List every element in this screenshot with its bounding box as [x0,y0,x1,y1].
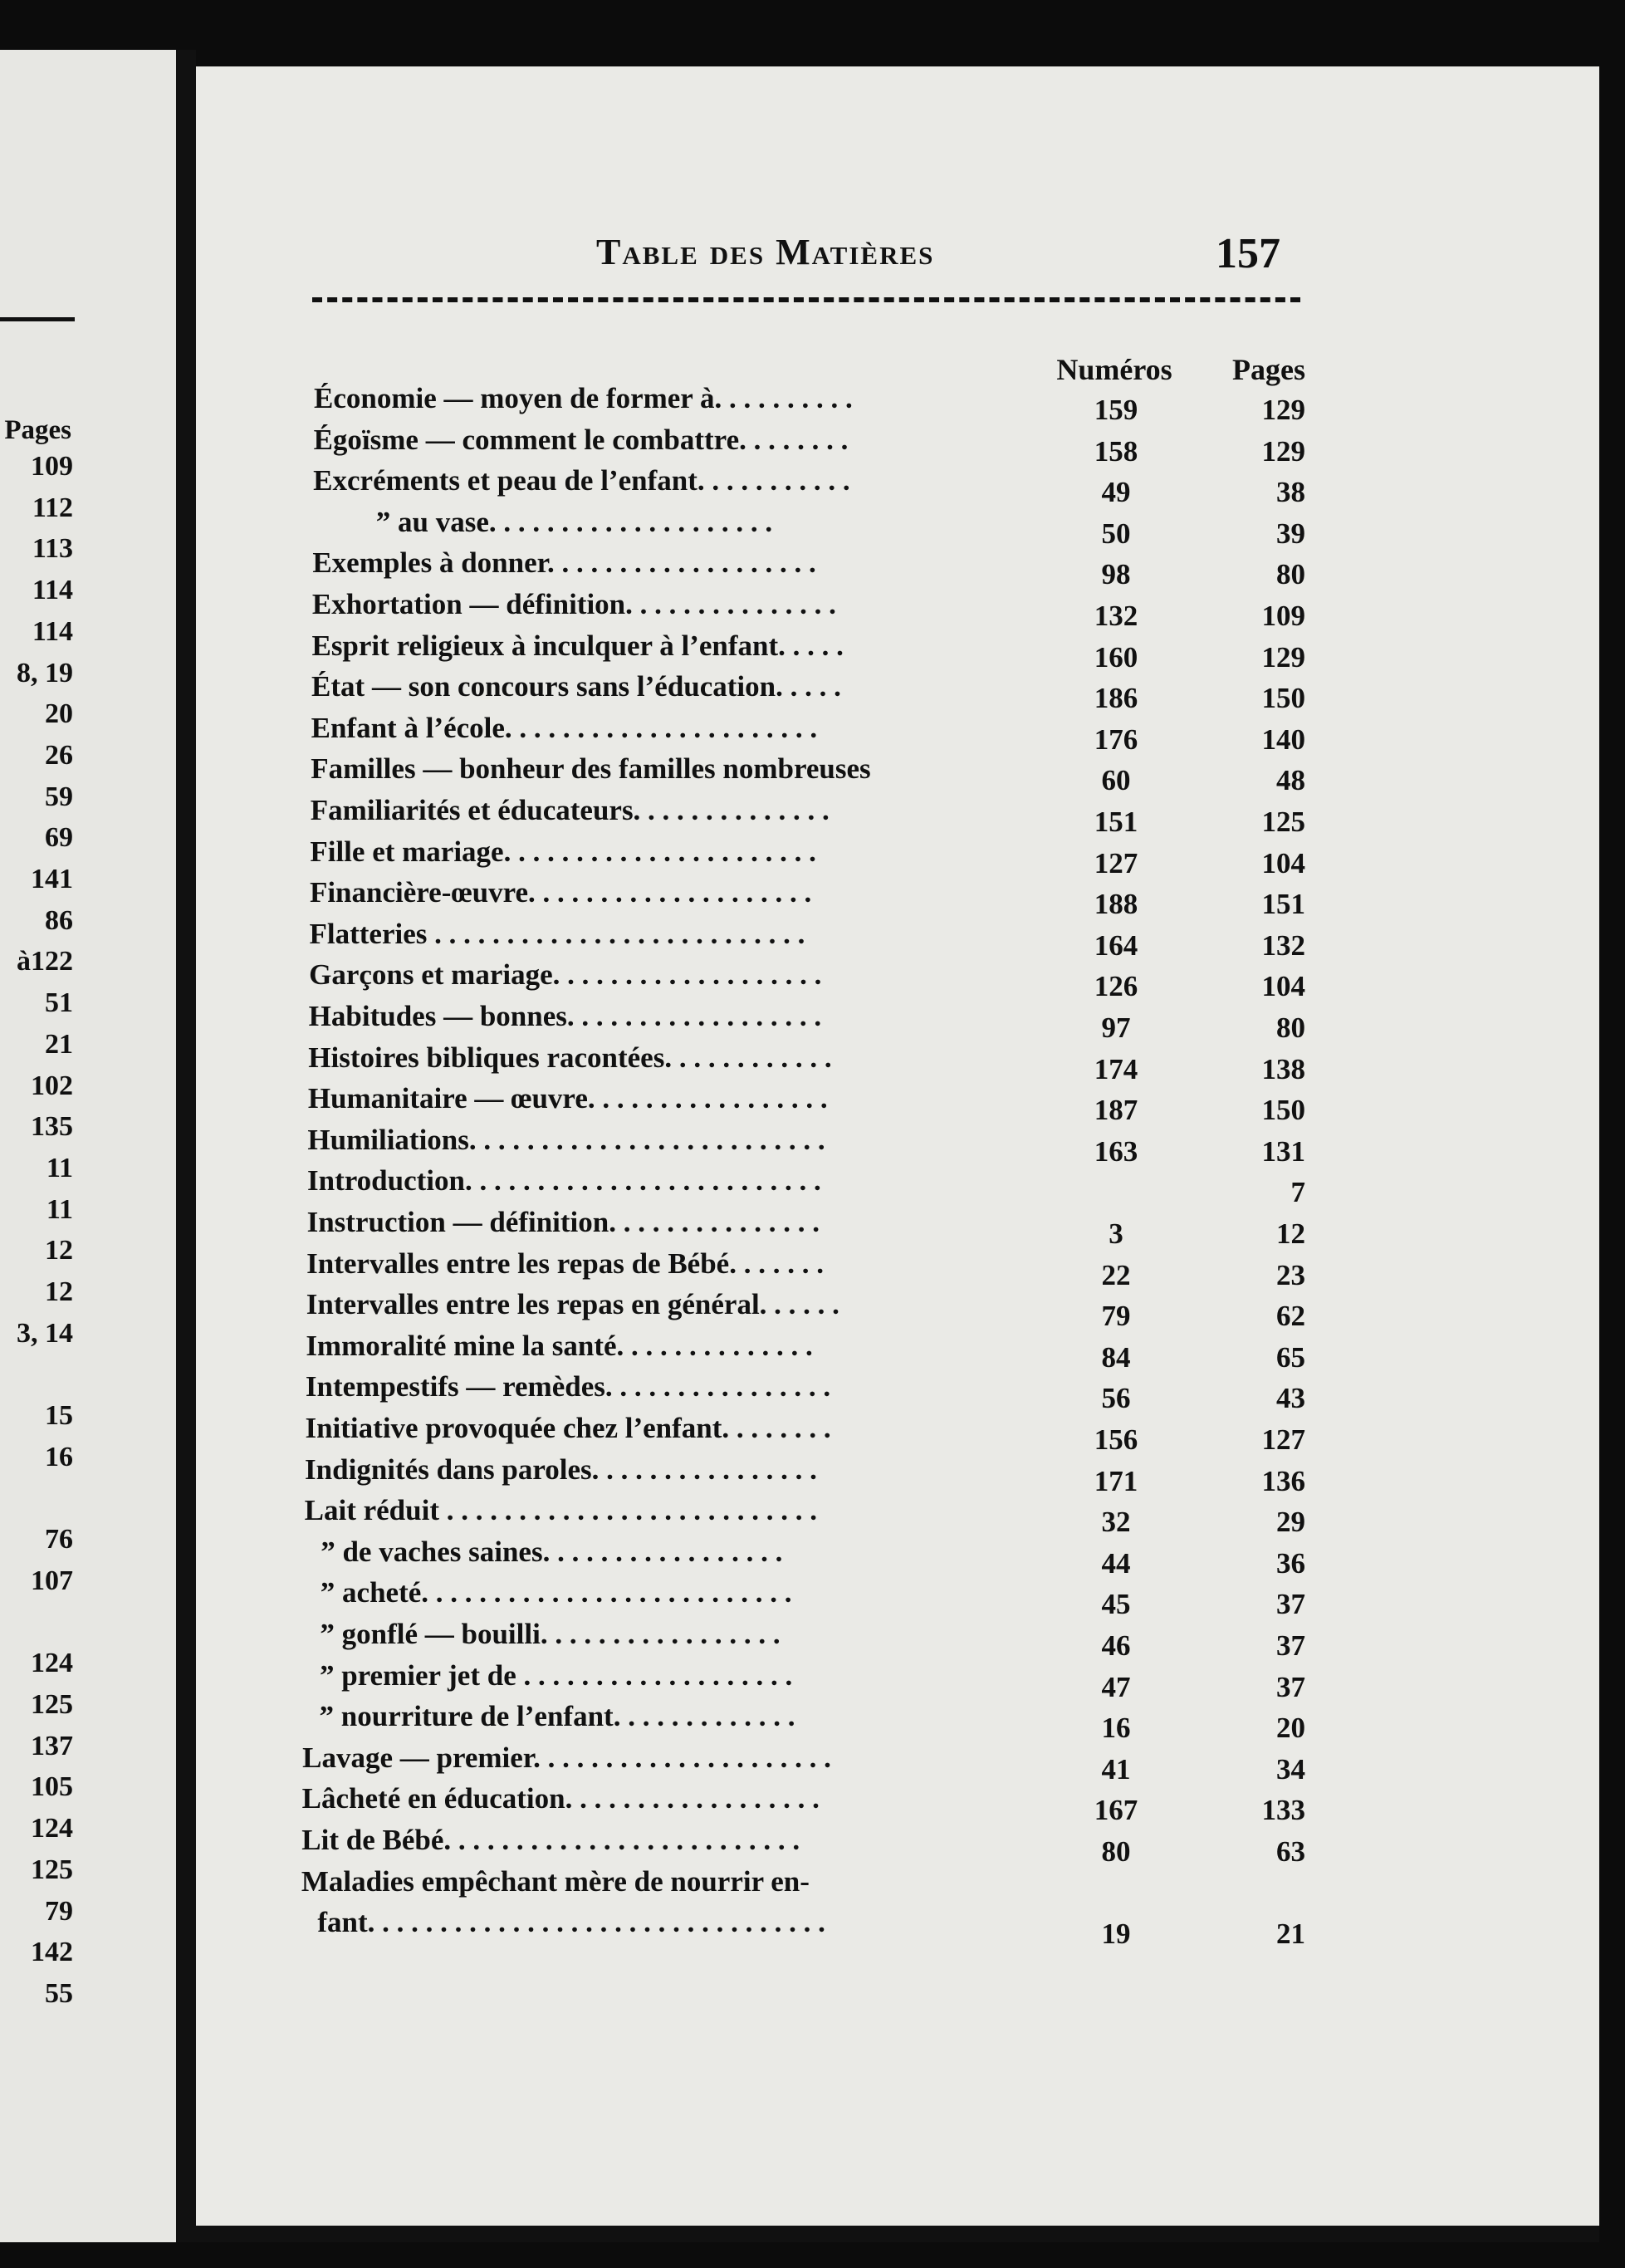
index-entry [302,1741,1415,1785]
entry-title: ” gonflé — bouilli. . . . . . . . . . . . . . . . . [320,1618,781,1650]
entry-page: 104 [1261,846,1305,879]
index-entry [303,1658,1416,1703]
entry-title: fant. . . . . . . . . . . . . . . . . . . . . . . . . . . . . . . . [317,1906,825,1939]
index-entry [313,423,1427,468]
index-entry [311,670,1424,715]
index-entry [301,1906,1413,1951]
entry-page: 151 [1261,888,1305,921]
left-page-number: 137 [31,1730,73,1761]
entry-title: ” au vase. . . . . . . . . . . . . . . . . . . . [375,505,773,538]
entry-numero: 176 [1094,723,1138,756]
entry-numero: 174 [1094,1052,1138,1085]
entry-title: Intervalles entre les repas de Bébé. . . . . . . [306,1247,824,1280]
entry-page: 129 [1261,434,1305,468]
index-entry [309,958,1422,1003]
entry-title: Histoires bibliques racontées. . . . . . . . . . . . [308,1041,832,1074]
entry-numero: 49 [1101,476,1131,509]
left-page-fragment [0,50,176,2242]
bottom-edge [196,2226,1599,2242]
left-page-number: 11 [46,1193,73,1225]
index-entry [313,505,1426,550]
entry-numero: 156 [1094,1423,1138,1456]
left-page-number: 16 [45,1441,73,1472]
entry-title: Lit de Bébé. . . . . . . . . . . . . . . . . . . . . . . . . [301,1824,800,1856]
entry-title: ” premier jet de . . . . . . . . . . . . . . . . . . . [319,1658,793,1692]
entry-title: Intervalles entre les repas en général. . . . . . [306,1288,839,1321]
entry-page: 138 [1261,1052,1305,1085]
entry-numero: 163 [1094,1134,1138,1168]
entry-title: Égoïsme — comment le combattre. . . . . . . . [313,423,849,456]
entry-page: 36 [1275,1546,1305,1580]
entry-numero: 3 [1109,1217,1123,1250]
entry-numero: 126 [1094,970,1138,1003]
left-page-number: 125 [31,1689,73,1720]
entry-page: 65 [1275,1340,1305,1374]
entry-title: Exhortation — définition. . . . . . . . . . . . . . . [311,588,836,620]
left-page-number: 102 [31,1070,73,1101]
entry-title: Financière-œuvre. . . . . . . . . . . . . . . . . . . . [309,876,812,909]
left-page-number: 12 [45,1276,73,1307]
entry-page: 150 [1261,1094,1305,1127]
entry-page: 34 [1275,1752,1305,1785]
entry-title: Lâcheté en éducation. . . . . . . . . . . . . . . . . . [301,1782,820,1815]
right-page [196,66,1599,2242]
left-page-number: à122 [17,946,73,977]
entry-numero: 188 [1094,888,1138,921]
entry-numero: 164 [1094,928,1138,962]
entry-page: 133 [1261,1794,1305,1827]
index-entries [196,66,1599,2242]
entry-numero: 151 [1094,806,1138,838]
entry-numero: 19 [1101,1918,1131,1951]
entry-numero: 160 [1094,640,1138,674]
left-page-number: 112 [32,492,73,523]
index-entry [308,1000,1422,1044]
entry-numero: 56 [1101,1382,1131,1415]
book-spine [176,50,196,2242]
left-pages-header: Pages [4,415,71,445]
entry-page: 38 [1275,476,1305,509]
entry-numero: 167 [1094,1794,1138,1827]
entry-page: 23 [1275,1258,1305,1291]
left-page-number: 105 [31,1771,73,1803]
index-entry [304,1494,1417,1539]
entry-title: Garçons et mariage. . . . . . . . . . . . . . . . . . . [309,958,822,992]
index-entry [306,1206,1420,1250]
entry-numero: 132 [1094,600,1138,632]
entry-numero: 22 [1101,1258,1131,1291]
left-page-number: 79 [45,1895,73,1927]
entry-page: 80 [1275,558,1305,591]
entry-numero: 47 [1101,1670,1131,1703]
index-entry [306,1288,1419,1333]
entry-numero: 46 [1101,1629,1131,1662]
entry-title: Exemples à donner. . . . . . . . . . . . . . . . . . . [312,546,816,580]
left-page-number: 107 [31,1565,73,1596]
entry-title: Immoralité mine la santé. . . . . . . . . . . . . . [306,1329,813,1362]
index-entry [314,382,1427,426]
left-page-number: 86 [45,904,73,936]
entry-numero: 127 [1094,846,1138,879]
left-page-number: 135 [31,1111,73,1143]
entry-page: 43 [1275,1382,1305,1415]
entry-numero: 186 [1094,682,1138,715]
index-entry [311,752,1423,797]
entry-page: 131 [1261,1134,1305,1168]
entry-page: 63 [1275,1835,1305,1868]
entry-page: 39 [1275,517,1305,550]
index-entry [310,835,1422,879]
entry-title: Esprit religieux à inculquer à l’enfant. . . . . [311,629,844,662]
entry-page: 140 [1261,723,1305,756]
index-entry [307,1123,1420,1168]
entry-page: 29 [1275,1506,1305,1539]
entry-numero: 171 [1094,1464,1138,1497]
index-entry [303,1618,1416,1662]
left-page-number: 114 [32,615,73,647]
left-page-number: 109 [31,451,73,482]
entry-page: 104 [1261,970,1305,1003]
entry-page: 48 [1275,764,1305,797]
entry-page: 7 [1290,1176,1305,1209]
entry-numero: 44 [1101,1546,1131,1580]
entry-title: Excréments et peau de l’enfant. . . . . . . . . . . [313,464,850,497]
entry-numero: 79 [1101,1300,1131,1333]
entry-title: Initiative provoquée chez l’enfant. . . . . . . . [305,1412,831,1444]
entry-page: 20 [1275,1712,1305,1745]
index-entry [309,917,1422,962]
entry-title: Économie — moyen de former à. . . . . . . . . . [314,382,853,414]
left-page-number: 114 [32,575,73,606]
index-entry [306,1247,1419,1291]
entry-numero: 41 [1101,1752,1131,1785]
index-entry [304,1576,1417,1621]
entry-title: Lait réduit . . . . . . . . . . . . . . . . . . . . . . . . . . [304,1494,817,1527]
entry-page: 132 [1261,928,1305,962]
left-page-number: 51 [45,987,73,1019]
entry-page: 62 [1275,1300,1305,1333]
left-page-number: 76 [45,1524,73,1555]
left-page-number: 124 [31,1648,73,1679]
left-page-number: 8, 19 [17,657,73,688]
entry-title: Enfant à l’école. . . . . . . . . . . . . . . . . . . . . . [311,711,818,744]
entry-title: Familles — bonheur des familles nombreuses [311,752,871,786]
entry-numero: 45 [1101,1588,1131,1621]
entry-page: 125 [1261,806,1305,838]
left-page-number: 15 [45,1400,73,1432]
entry-title: Flatteries . . . . . . . . . . . . . . . . . . . . . . . . . . [309,917,805,950]
entry-title: Fille et mariage. . . . . . . . . . . . . . . . . . . . . . [310,835,816,868]
index-entry [301,1865,1414,1903]
index-entry [301,1782,1415,1827]
entry-page: 150 [1261,682,1305,715]
entry-title: Indignités dans paroles. . . . . . . . . . . . . . . . [305,1452,817,1486]
left-page-number: 3, 14 [17,1317,73,1349]
entry-title: Lavage — premier. . . . . . . . . . . . . . . . . . . . . [302,1741,831,1774]
entry-page: 37 [1275,1629,1305,1662]
entry-title: Humiliations. . . . . . . . . . . . . . . . . . . . . . . . . [307,1123,825,1156]
entry-title: Humanitaire — œuvre. . . . . . . . . . . . . . . . . [307,1082,828,1115]
entry-title: État — son concours sans l’éducation. . . . . [311,670,841,703]
left-page-number: 21 [45,1028,73,1060]
index-entry [303,1700,1416,1745]
index-entry [305,1452,1417,1497]
column-header-pages: Pages [1232,353,1305,386]
entry-title: ” acheté. . . . . . . . . . . . . . . . . . . . . . . . . . [320,1576,792,1609]
entry-numero: 50 [1101,517,1131,550]
entry-page: 21 [1275,1918,1305,1951]
entry-numero: 159 [1094,394,1138,426]
index-entry [305,1412,1417,1456]
entry-title: Introduction. . . . . . . . . . . . . . . . . . . . . . . . . [307,1164,821,1198]
entry-page: 12 [1275,1217,1305,1250]
index-entry [307,1164,1420,1209]
index-entry [307,1082,1421,1127]
entry-numero: 84 [1101,1340,1131,1374]
entry-numero: 98 [1101,558,1131,591]
left-page-number: 59 [45,781,73,812]
left-page-number: 142 [31,1937,73,1968]
left-page-number: 124 [31,1813,73,1844]
entry-title: Habitudes — bonnes. . . . . . . . . . . . . . . . . . [308,1000,822,1032]
entry-numero: 158 [1094,434,1138,468]
entry-numero: 80 [1101,1835,1131,1868]
entry-page: 80 [1275,1012,1305,1044]
left-page-number: 11 [46,1152,73,1183]
index-entry [309,876,1422,921]
entry-title: ” de vaches saines. . . . . . . . . . . . . . . . . [321,1535,783,1568]
index-entry [308,1041,1421,1085]
index-entry [304,1535,1417,1580]
entry-page: 127 [1261,1423,1305,1456]
entry-page: 37 [1275,1670,1305,1703]
entry-page: 136 [1261,1464,1305,1497]
entry-numero: 32 [1101,1506,1131,1539]
left-page-number: 26 [45,739,73,771]
entry-numero: 16 [1101,1712,1131,1745]
entry-page: 109 [1261,600,1305,632]
index-entry [311,629,1424,674]
left-page-number: 113 [32,533,73,565]
index-entry [301,1824,1414,1868]
index-entry [311,711,1424,756]
page-number: 157 [1216,230,1280,277]
column-header-numeros: Numéros [1056,353,1172,386]
left-page-number: 141 [31,864,73,894]
index-entry [306,1329,1418,1374]
entry-title: Maladies empêchant mère de nourrir en- [301,1864,810,1898]
index-entry [312,546,1425,591]
left-page-number: 125 [31,1854,73,1885]
entry-title: ” nourriture de l’enfant. . . . . . . . . . . . . [319,1700,795,1733]
index-entry [305,1370,1418,1415]
entry-numero: 60 [1101,764,1131,797]
left-page-number: 55 [45,1977,73,2009]
entry-numero: 187 [1094,1094,1138,1127]
left-page-number: 69 [45,822,73,854]
entry-title: Intempestifs — remèdes. . . . . . . . . . . . . . . . [305,1370,831,1403]
left-page-number: 20 [45,698,73,730]
left-header-rule [0,317,75,321]
entry-numero: 97 [1101,1012,1131,1044]
index-entry [310,794,1423,838]
entry-page: 129 [1261,394,1305,426]
index-entry [313,464,1426,509]
entry-page: 129 [1261,640,1305,674]
page-title: Table des Matières [596,232,935,272]
entry-title: Instruction — définition. . . . . . . . . . . . . . . [306,1206,820,1238]
entry-page: 37 [1275,1588,1305,1621]
entry-title: Familiarités et éducateurs. . . . . . . . . . . . . . [310,794,830,826]
left-page-number: 12 [45,1235,73,1266]
index-entry [311,588,1425,632]
